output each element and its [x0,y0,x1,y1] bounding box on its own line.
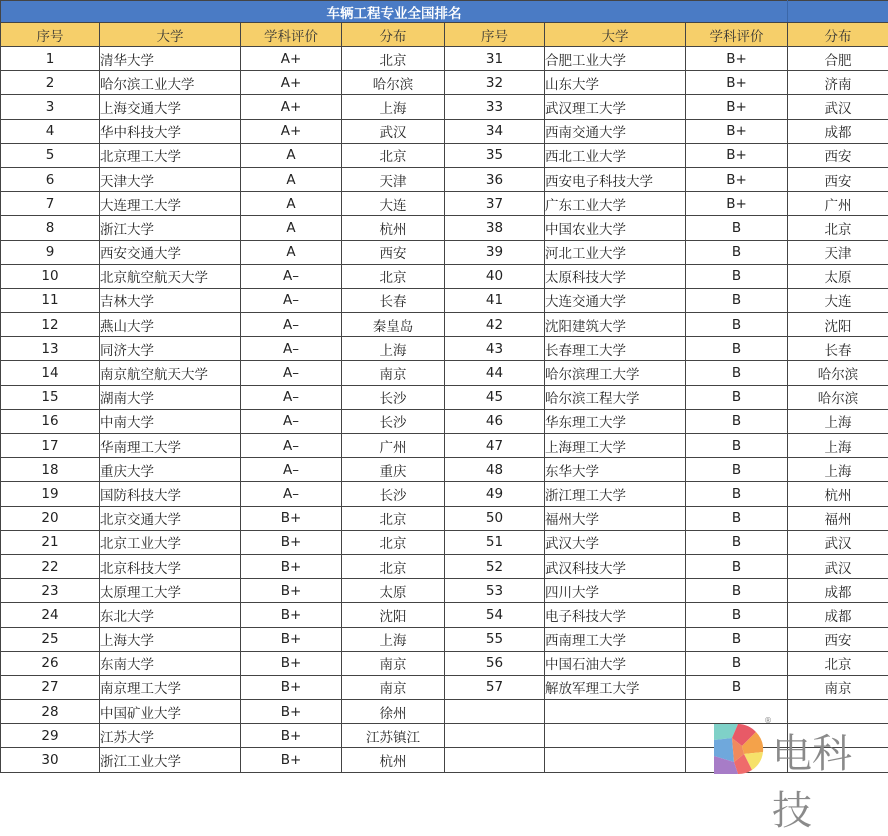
table-row [1,192,888,216]
university-cell: 解放军理工大学 [545,675,686,699]
table-row [1,361,888,385]
university-cell: 山东大学 [545,71,686,95]
rank-cell: 18 [1,458,100,482]
university-cell: 中南大学 [100,409,241,433]
university-cell: 清华大学 [100,47,241,71]
table-row [1,95,888,119]
location-cell: 徐州 [342,700,445,724]
header-grade-left: 学科评价 [241,23,342,47]
table-row [1,434,888,458]
header-location-right: 分布 [788,23,888,47]
location-cell: 哈尔滨 [788,361,888,385]
location-cell: 南京 [342,675,445,699]
rank-cell: 46 [445,409,545,433]
rank-cell: 25 [1,627,100,651]
location-cell: 沈阳 [342,603,445,627]
location-cell: 成都 [788,603,888,627]
table-row [1,385,888,409]
rank-cell: 23 [1,579,100,603]
location-cell: 杭州 [342,748,445,772]
table-row [1,530,888,554]
rank-cell: 56 [445,651,545,675]
registered-mark: ® [764,716,772,725]
rank-cell: 9 [1,240,100,264]
rank-cell: 6 [1,167,100,191]
university-cell: 北京航空航天大学 [100,264,241,288]
header-grade-right: 学科评价 [686,23,788,47]
location-cell: 南京 [788,675,888,699]
rank-cell: 2 [1,71,100,95]
grade-cell: B+ [241,530,342,554]
rank-cell: 14 [1,361,100,385]
university-cell: 大连交通大学 [545,288,686,312]
rank-cell: 13 [1,337,100,361]
grade-cell: B+ [241,603,342,627]
university-cell: 太原科技大学 [545,264,686,288]
university-cell: 武汉科技大学 [545,554,686,578]
location-cell: 北京 [342,143,445,167]
university-cell: 沈阳建筑大学 [545,313,686,337]
table-title: 车辆工程专业全国排名 [1,1,788,23]
university-cell: 太原理工大学 [100,579,241,603]
table-row [1,167,888,191]
rank-cell: 33 [445,95,545,119]
location-cell: 北京 [342,530,445,554]
d-logo-icon [712,722,766,776]
table-row [1,627,888,651]
location-cell: 西安 [342,240,445,264]
location-cell: 杭州 [342,216,445,240]
grade-cell: A– [241,482,342,506]
grade-cell: B [686,554,788,578]
grade-cell: B+ [241,724,342,748]
rank-cell: 49 [445,482,545,506]
university-cell: 浙江工业大学 [100,748,241,772]
location-cell: 沈阳 [788,313,888,337]
rank-cell: 54 [445,603,545,627]
university-cell: 河北工业大学 [545,240,686,264]
table-row [1,143,888,167]
grade-cell: B+ [686,192,788,216]
table-row [1,337,888,361]
university-cell: 华南理工大学 [100,434,241,458]
location-cell: 大连 [788,288,888,312]
location-cell: 哈尔滨 [342,71,445,95]
grade-cell: B+ [241,651,342,675]
grade-cell: A– [241,313,342,337]
university-cell [545,700,686,724]
university-cell: 浙江理工大学 [545,482,686,506]
rank-cell: 8 [1,216,100,240]
university-cell: 北京工业大学 [100,530,241,554]
table-row [1,71,888,95]
location-cell: 北京 [788,216,888,240]
table-row [1,216,888,240]
location-cell: 南京 [342,651,445,675]
university-cell: 上海大学 [100,627,241,651]
table-row [1,119,888,143]
location-cell: 北京 [788,651,888,675]
location-cell: 太原 [342,579,445,603]
location-cell: 西安 [788,143,888,167]
rank-cell: 12 [1,313,100,337]
university-cell: 西安交通大学 [100,240,241,264]
grade-cell: A– [241,434,342,458]
rank-cell: 53 [445,579,545,603]
location-cell: 上海 [342,95,445,119]
table-row [1,482,888,506]
rank-cell: 42 [445,313,545,337]
grade-cell: B [686,409,788,433]
rank-cell: 28 [1,700,100,724]
grade-cell: A [241,216,342,240]
grade-cell: B+ [686,119,788,143]
rank-cell: 52 [445,554,545,578]
grade-cell: B [686,313,788,337]
rank-cell: 48 [445,458,545,482]
header-location-left: 分布 [342,23,445,47]
rank-cell: 35 [445,143,545,167]
university-cell: 国防科技大学 [100,482,241,506]
location-cell: 哈尔滨 [788,385,888,409]
university-cell: 合肥工业大学 [545,47,686,71]
location-cell: 北京 [342,554,445,578]
grade-cell: B+ [686,71,788,95]
university-cell: 广东工业大学 [545,192,686,216]
rank-cell: 36 [445,167,545,191]
location-cell: 南京 [342,361,445,385]
rank-cell [445,748,545,772]
title-tail-cell [788,1,888,23]
university-cell: 燕山大学 [100,313,241,337]
header-university-left: 大学 [100,23,241,47]
rank-cell: 57 [445,675,545,699]
university-cell: 南京理工大学 [100,675,241,699]
rank-cell: 11 [1,288,100,312]
university-cell: 东北大学 [100,603,241,627]
university-cell: 西安电子科技大学 [545,167,686,191]
university-cell: 四川大学 [545,579,686,603]
location-cell: 长春 [342,288,445,312]
rank-cell: 34 [445,119,545,143]
university-cell: 湖南大学 [100,385,241,409]
grade-cell: B [686,385,788,409]
university-cell: 长春理工大学 [545,337,686,361]
university-cell [545,724,686,748]
university-cell: 南京航空航天大学 [100,361,241,385]
rank-cell: 32 [445,71,545,95]
grade-cell: A [241,167,342,191]
location-cell: 上海 [342,337,445,361]
grade-cell: B+ [686,95,788,119]
rank-cell: 31 [445,47,545,71]
location-cell: 重庆 [342,458,445,482]
rank-cell: 39 [445,240,545,264]
header-row [1,23,888,47]
grade-cell: B [686,651,788,675]
location-cell: 长春 [788,337,888,361]
location-cell: 广州 [788,192,888,216]
rank-cell: 26 [1,651,100,675]
rank-cell [445,700,545,724]
rank-cell [445,724,545,748]
grade-cell: B [686,579,788,603]
university-cell: 上海理工大学 [545,434,686,458]
watermark-text: 电科技 [772,722,888,836]
grade-cell: A+ [241,95,342,119]
university-cell: 华中科技大学 [100,119,241,143]
grade-cell: B [686,603,788,627]
location-cell: 长沙 [342,482,445,506]
rank-cell: 4 [1,119,100,143]
grade-cell: B [686,506,788,530]
grade-cell: B [686,675,788,699]
header-university-right: 大学 [545,23,686,47]
location-cell: 北京 [342,264,445,288]
university-cell [545,748,686,772]
location-cell: 上海 [788,434,888,458]
header-rank-right: 序号 [445,23,545,47]
grade-cell: B+ [241,675,342,699]
grade-cell: A– [241,361,342,385]
grade-cell: B [686,240,788,264]
rank-cell: 55 [445,627,545,651]
table-row [1,506,888,530]
grade-cell: B+ [241,579,342,603]
location-cell: 合肥 [788,47,888,71]
grade-cell: B [686,337,788,361]
rank-cell: 51 [445,530,545,554]
rank-cell: 47 [445,434,545,458]
university-cell: 西北工业大学 [545,143,686,167]
location-cell: 天津 [788,240,888,264]
grade-cell: A– [241,409,342,433]
location-cell: 太原 [788,264,888,288]
grade-cell: B [686,458,788,482]
university-cell: 重庆大学 [100,458,241,482]
location-cell: 武汉 [788,554,888,578]
table-row [1,313,888,337]
university-cell: 哈尔滨理工大学 [545,361,686,385]
location-cell: 武汉 [342,119,445,143]
grade-cell: B [686,482,788,506]
location-cell: 武汉 [788,95,888,119]
grade-cell: A+ [241,71,342,95]
rank-cell: 15 [1,385,100,409]
university-cell: 中国石油大学 [545,651,686,675]
grade-cell: A– [241,337,342,361]
university-cell: 电子科技大学 [545,603,686,627]
grade-cell: A– [241,288,342,312]
university-cell: 同济大学 [100,337,241,361]
rank-cell: 24 [1,603,100,627]
university-cell: 大连理工大学 [100,192,241,216]
university-cell: 西南交通大学 [545,119,686,143]
location-cell: 长沙 [342,385,445,409]
rank-cell: 17 [1,434,100,458]
university-cell: 上海交通大学 [100,95,241,119]
table-row [1,675,888,699]
location-cell: 江苏镇江 [342,724,445,748]
grade-cell: B [686,530,788,554]
university-cell: 北京科技大学 [100,554,241,578]
table-row [1,651,888,675]
grade-cell: B+ [241,506,342,530]
university-cell: 江苏大学 [100,724,241,748]
grade-cell: B [686,627,788,651]
rank-cell: 44 [445,361,545,385]
rank-cell: 50 [445,506,545,530]
table-row [1,47,888,71]
rank-cell: 38 [445,216,545,240]
location-cell: 广州 [342,434,445,458]
table-row [1,240,888,264]
grade-cell: A+ [241,47,342,71]
university-cell: 哈尔滨工程大学 [545,385,686,409]
watermark [712,712,888,776]
location-cell: 北京 [342,506,445,530]
table-row [1,579,888,603]
grade-cell: B [686,361,788,385]
university-cell: 北京交通大学 [100,506,241,530]
rank-cell: 45 [445,385,545,409]
grade-cell: B [686,434,788,458]
grade-cell: A [241,143,342,167]
location-cell: 成都 [788,119,888,143]
grade-cell: A– [241,264,342,288]
rank-cell: 21 [1,530,100,554]
location-cell: 西安 [788,167,888,191]
location-cell: 西安 [788,627,888,651]
university-cell: 中国矿业大学 [100,700,241,724]
grade-cell: B [686,264,788,288]
rank-cell: 22 [1,554,100,578]
location-cell: 杭州 [788,482,888,506]
grade-cell: A [241,192,342,216]
location-cell: 武汉 [788,530,888,554]
university-cell: 吉林大学 [100,288,241,312]
rank-cell: 29 [1,724,100,748]
rank-cell: 27 [1,675,100,699]
university-cell: 西南理工大学 [545,627,686,651]
rank-cell: 1 [1,47,100,71]
location-cell: 成都 [788,579,888,603]
rank-cell: 10 [1,264,100,288]
grade-cell: A+ [241,119,342,143]
university-cell: 武汉大学 [545,530,686,554]
rank-cell: 5 [1,143,100,167]
grade-cell: B+ [241,700,342,724]
rank-cell: 3 [1,95,100,119]
rank-cell: 19 [1,482,100,506]
location-cell: 秦皇岛 [342,313,445,337]
grade-cell: A– [241,458,342,482]
grade-cell: A [241,240,342,264]
grade-cell: B+ [241,748,342,772]
location-cell: 北京 [342,47,445,71]
grade-cell: B+ [686,167,788,191]
university-cell: 北京理工大学 [100,143,241,167]
rank-cell: 20 [1,506,100,530]
location-cell: 上海 [342,627,445,651]
grade-cell: B+ [241,627,342,651]
university-cell: 浙江大学 [100,216,241,240]
grade-cell: B+ [686,47,788,71]
location-cell: 大连 [342,192,445,216]
location-cell: 天津 [342,167,445,191]
table-row [1,409,888,433]
university-cell: 华东理工大学 [545,409,686,433]
university-cell: 哈尔滨工业大学 [100,71,241,95]
grade-cell: B [686,288,788,312]
header-rank-left: 序号 [1,23,100,47]
grade-cell: A– [241,385,342,409]
location-cell: 长沙 [342,409,445,433]
rank-cell: 7 [1,192,100,216]
rank-cell: 37 [445,192,545,216]
location-cell: 上海 [788,409,888,433]
location-cell: 上海 [788,458,888,482]
university-cell: 福州大学 [545,506,686,530]
rank-cell: 16 [1,409,100,433]
university-cell: 武汉理工大学 [545,95,686,119]
rank-cell: 30 [1,748,100,772]
location-cell: 福州 [788,506,888,530]
grade-cell: B [686,216,788,240]
location-cell: 济南 [788,71,888,95]
rank-cell: 41 [445,288,545,312]
table-row [1,603,888,627]
table-row [1,264,888,288]
table-row [1,458,888,482]
rank-cell: 43 [445,337,545,361]
university-cell: 东华大学 [545,458,686,482]
university-cell: 中国农业大学 [545,216,686,240]
grade-cell: B+ [686,143,788,167]
rank-cell: 40 [445,264,545,288]
university-cell: 东南大学 [100,651,241,675]
grade-cell: B+ [241,554,342,578]
table-row [1,288,888,312]
university-cell: 天津大学 [100,167,241,191]
table-row [1,554,888,578]
title-row [1,1,888,23]
